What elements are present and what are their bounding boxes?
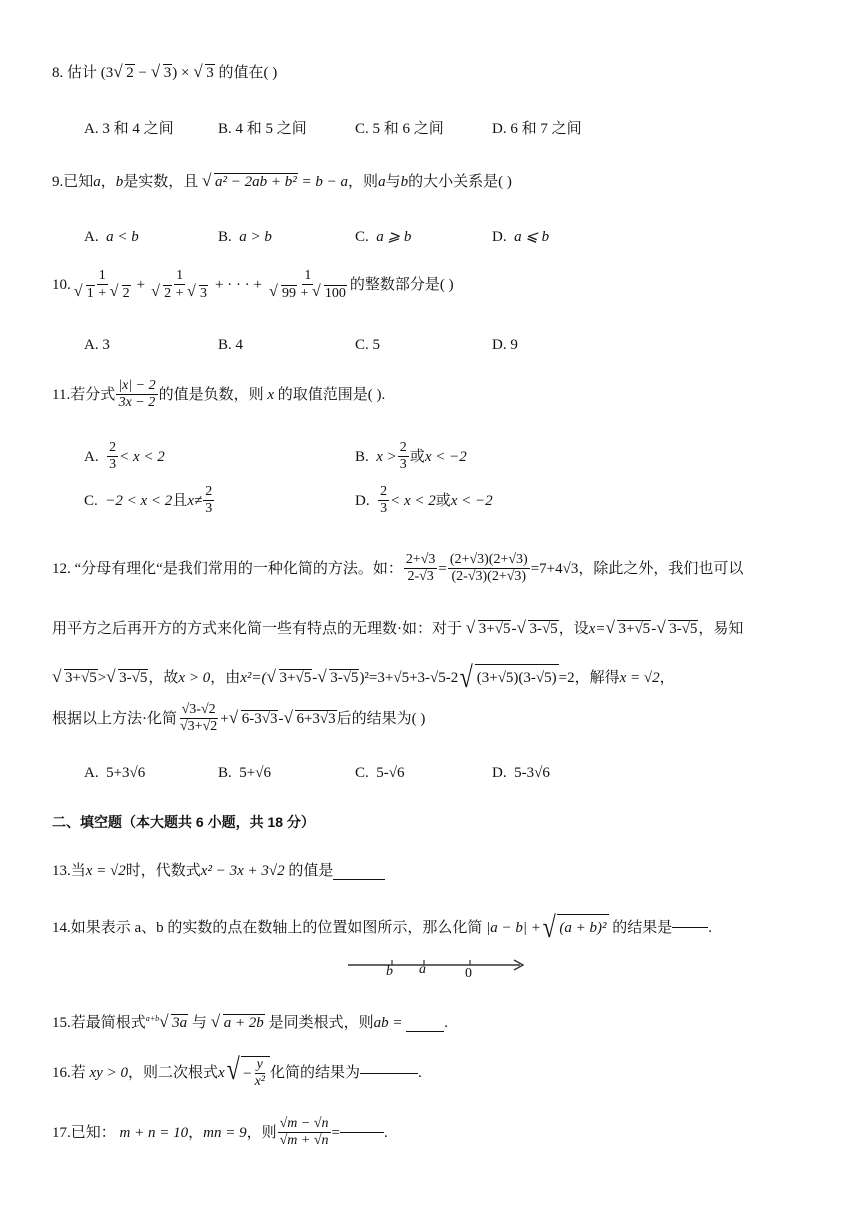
number-line-label-a: a	[419, 962, 426, 977]
question-12-line-2: 用平方之后再开方的方式来化简一些有特点的无理数·如：对于 √ 3+√5 - √ 3-√5 ，设 x= √ 3+√5 - √ 3-√5 ，易知	[52, 620, 743, 638]
question-12-line-1: 12. “分母有理化“是我们常用的一种化简的方法。如： $\frac{2+√3}{2-√3}$ = $\frac{(2+√3)(2+√3)}{(2-√3)(2+√3)}$ =7+4√3 ，除此之外，我们也可以	[52, 552, 744, 585]
q12-fraction-2: $\frac{(2+√3)(2+√3)}{(2-√3)(2+√3)}$	[449, 552, 528, 585]
q9-option-c[interactable]: C. a ⩾ b	[355, 229, 412, 245]
question-17: 17. 已知： m + n = 10 ， mn = 9 ，则 $\frac{√m - √n}{√m + √n}$ = .	[52, 1116, 388, 1149]
question-12-line-3: √ 3+√5 > √ 3-√5 ，故 x > 0 ，由 x²=( √ 3+√5 - √ 3-√5 )²=3+√5+3-√5-2 √ (3+√5)(3-√5) =2 ，解得 x = √2 ，	[52, 664, 675, 691]
q12-option-d[interactable]: D. 5-3√6	[492, 765, 550, 781]
q17-answer-blank[interactable]	[340, 1132, 384, 1133]
q12-fraction-1: $\frac{2+√3}{2-√3}$	[405, 552, 436, 585]
q12-fraction-3: √3-√2 √3+√2	[180, 702, 218, 735]
q9-option-b[interactable]: B. a > b	[218, 229, 272, 245]
number-line-label-zero: 0	[465, 966, 472, 981]
question-10-stem: 10. 1 √ 1 + √ 2 + 1 √ 2 + √ 3 + · · · + 1 √ 99 + √ 100 的整数部分是( )	[52, 268, 454, 302]
q9-radical: √ a² − 2ab + b²	[202, 173, 298, 191]
q12-option-c[interactable]: C. 5-√6	[355, 765, 405, 781]
q10-option-d[interactable]: D. 9	[492, 337, 518, 353]
q10-fraction-1: 1 √ 1 + √ 2	[72, 268, 133, 302]
question-11-stem: 11. 若分式 |x| − 2 3x − 2 的值是负数，则 x 的取值范围是( ).	[52, 378, 386, 411]
q16-answer-blank[interactable]	[360, 1073, 418, 1074]
q12-option-b[interactable]: B. 5+√6	[218, 765, 271, 781]
q11-option-c[interactable]: C. −2 < x < 2 且 x≠ 2 3	[84, 484, 213, 517]
q11-option-d[interactable]: D. 2 3 < x < 2 或 x < −2	[355, 484, 493, 517]
q9-number: 9.	[52, 174, 64, 190]
number-line	[346, 955, 528, 983]
question-8-stem	[52, 64, 277, 82]
q10-fraction-3: 1 √ 99 + √ 100	[267, 268, 349, 302]
number-line-label-b: b	[386, 964, 393, 979]
q8-option-b[interactable]: B. 4 和 5 之间	[218, 121, 307, 137]
q15-answer-blank[interactable]	[406, 1031, 444, 1032]
q12-option-a[interactable]: A. 5+3√6	[84, 765, 146, 781]
q11-number: 11.	[52, 386, 71, 403]
q8-option-c[interactable]: C. 5 和 6 之间	[355, 121, 444, 137]
q10-tail: 的整数部分是( )	[349, 277, 454, 294]
question-16: 16. 若 xy > 0 ，则二次根式 x √ − y x² 化简的结果为 .	[52, 1053, 422, 1090]
q10-option-b[interactable]: B. 4	[218, 337, 244, 353]
q10-fraction-2: 1 √ 2 + √ 3	[149, 268, 210, 302]
q10-option-a[interactable]: A. 3	[84, 337, 110, 353]
q8-number: 8.	[52, 65, 64, 81]
question-13: 13.当x = √2时，代数式x² − 3x + 3√2 的值是	[52, 862, 385, 880]
q10-option-c[interactable]: C. 5	[355, 337, 381, 353]
q12-number: 12.	[52, 560, 71, 577]
q9-option-d[interactable]: D. a ⩽ b	[492, 229, 550, 245]
q8-option-d[interactable]: D. 6 和 7 之间	[492, 121, 582, 137]
q8-option-a[interactable]: A. 3 和 4 之间	[84, 121, 174, 137]
q14-answer-blank[interactable]	[672, 927, 708, 928]
q13-answer-blank[interactable]	[333, 879, 385, 880]
q9-option-a[interactable]: A. a < b	[84, 229, 139, 245]
q10-number: 10.	[52, 277, 71, 294]
q11-fraction: |x| − 2 3x − 2	[118, 378, 156, 411]
q8-stem-text: 估计	[67, 65, 98, 81]
q11-option-a[interactable]: A. 2 3 < x < 2	[84, 440, 165, 473]
question-12-line-4: 根据以上方法·化简 √3-√2 √3+√2 + √ 6-3√3 - √ 6+3√3 后的结果为( )	[52, 702, 425, 735]
question-14: 14. 如果表示 a、b 的实数的点在数轴上的位置如图所示，那么化简 |a − b| + √ (a + b)² 的结果是 .	[52, 911, 713, 944]
question-15: 15.若最简根式$^{a+b}$√ 3a 与 √ a + 2b 是同类根式，则ab = .	[52, 1014, 448, 1032]
number-line-svg	[346, 955, 528, 983]
q11-option-b[interactable]: B. x > 2 3 或 x < −2	[355, 440, 467, 473]
q8-expression: (3√ 2 − √ 3) × √ 3	[101, 65, 219, 81]
section-2-heading: 二、填空题（本大题共 6 小题，共 18 分）	[52, 814, 315, 830]
q8-tail: 的值在( )	[218, 65, 278, 81]
question-9-stem: 9.已知a，b是实数，且 √ a² − 2ab + b² = b − a，则a与b的大小关系是( )	[52, 173, 512, 191]
